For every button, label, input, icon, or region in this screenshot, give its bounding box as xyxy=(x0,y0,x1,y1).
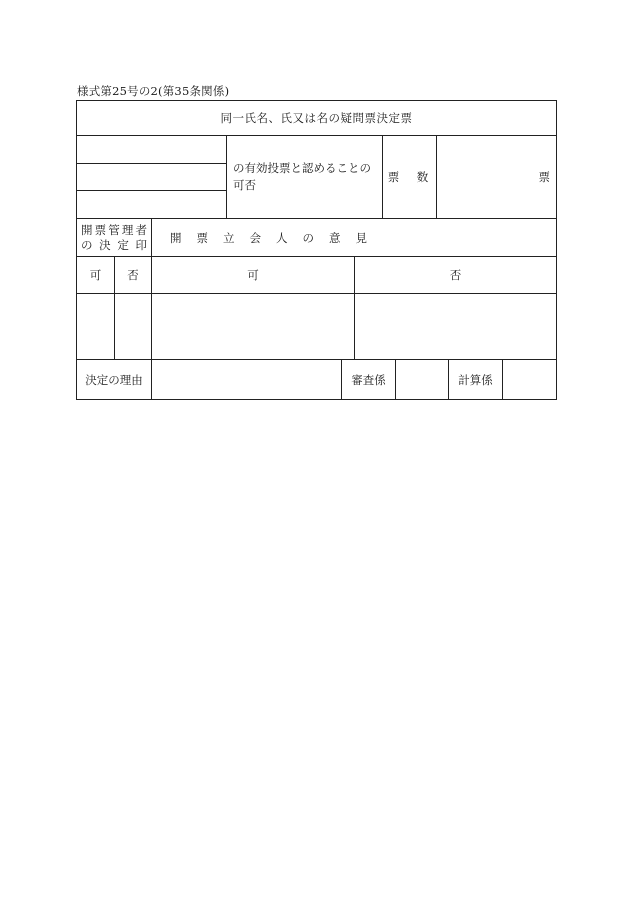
opinion-approve-header: 可 xyxy=(151,256,355,294)
name-field-2[interactable] xyxy=(76,163,227,191)
witness-opinion-label: 開票立会人の意見 xyxy=(151,218,557,257)
examiner-field[interactable] xyxy=(395,359,449,400)
calculator-field[interactable] xyxy=(502,359,557,400)
opinion-approve-field[interactable] xyxy=(151,293,355,360)
seal-approve-header: 可 xyxy=(76,256,115,294)
form-title: 同一氏名、氏又は名の疑問票決定票 xyxy=(76,100,557,136)
name-field-3[interactable] xyxy=(76,190,227,219)
seal-reject-field[interactable] xyxy=(114,293,152,360)
name-field-1[interactable] xyxy=(76,135,227,164)
validity-label: の有効投票と認めることの可否 xyxy=(226,135,383,219)
manager-seal-label: 開票管理者の決定印 xyxy=(76,218,152,257)
seal-reject-header: 否 xyxy=(114,256,152,294)
seal-approve-field[interactable] xyxy=(76,293,115,360)
calculator-label: 計算係 xyxy=(448,359,503,400)
opinion-reject-header: 否 xyxy=(354,256,557,294)
vote-unit: 票 xyxy=(538,170,550,184)
opinion-reject-field[interactable] xyxy=(354,293,557,360)
form-number-label: 様式第25号の2(第35条関係) xyxy=(77,84,230,98)
examiner-label: 審査係 xyxy=(341,359,396,400)
vote-count-field[interactable] xyxy=(436,135,557,219)
reason-label: 決定の理由 xyxy=(76,359,152,400)
reason-field[interactable] xyxy=(151,359,342,400)
vote-count-label: 票 数 xyxy=(382,135,437,219)
